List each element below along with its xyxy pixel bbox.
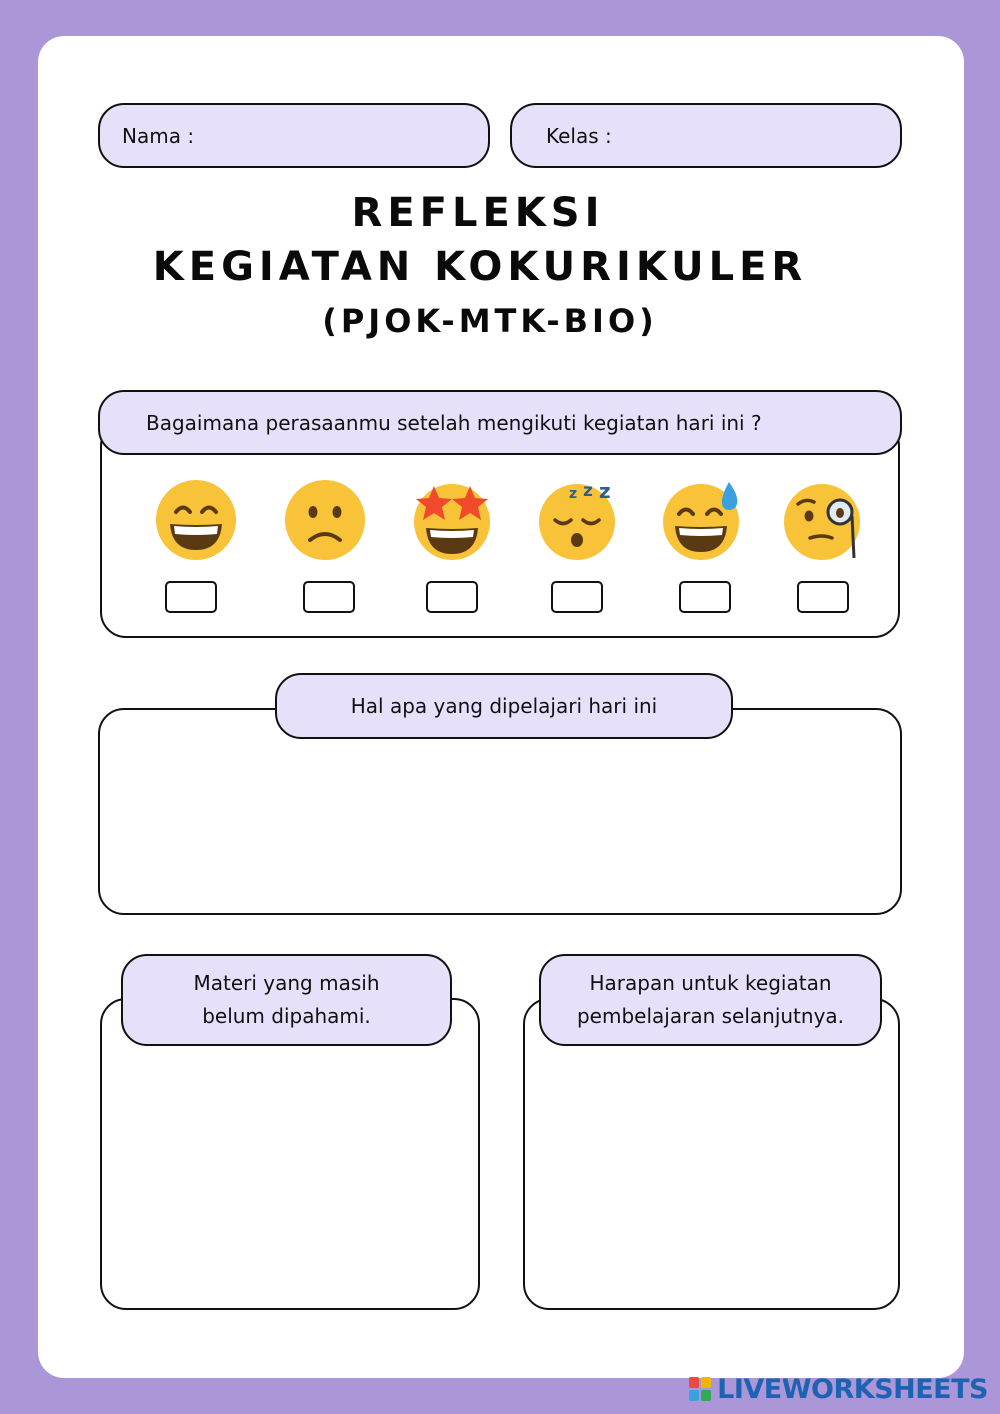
not-understood-label-pill xyxy=(121,954,452,1046)
feeling-checkbox-5[interactable] xyxy=(679,581,731,613)
feeling-checkbox-2[interactable] xyxy=(303,581,355,613)
svg-text:z: z xyxy=(583,481,593,501)
watermark-text: LIVEWORKSHEETS xyxy=(717,1373,988,1405)
liveworksheets-logo-icon xyxy=(689,1377,711,1401)
grinning-sweat-face-icon xyxy=(661,478,745,562)
not-understood-line-1: Materi yang masih xyxy=(193,971,380,995)
feeling-checkbox-6[interactable] xyxy=(797,581,849,613)
monocle-face-icon xyxy=(782,478,866,562)
feeling-question: Bagaimana perasaanmu setelah mengikuti kegiatan hari ini ? xyxy=(146,410,762,435)
frowning-face-icon xyxy=(283,478,367,562)
feeling-checkbox-3[interactable] xyxy=(426,581,478,613)
grinning-face-icon xyxy=(154,478,238,562)
star-struck-face-icon xyxy=(410,478,494,562)
nama-field[interactable] xyxy=(98,103,490,168)
nama-label: Nama : xyxy=(122,123,195,148)
hopes-label-pill xyxy=(539,954,882,1046)
learned-label: Hal apa yang dipelajari hari ini xyxy=(350,694,658,718)
title-line-3: (PJOK-MTK-BIO) xyxy=(322,302,658,340)
svg-text:z: z xyxy=(599,479,611,503)
feeling-question-pill xyxy=(98,390,902,455)
svg-text:z: z xyxy=(569,486,578,502)
kelas-label: Kelas : xyxy=(546,123,612,148)
kelas-field[interactable] xyxy=(510,103,902,168)
feeling-checkbox-1[interactable] xyxy=(165,581,217,613)
hopes-line-2: pembelajaran selanjutnya. xyxy=(576,1004,845,1028)
feeling-checkbox-4[interactable] xyxy=(551,581,603,613)
title-line-2: KEGIATAN KOKURIKULER xyxy=(152,244,808,290)
learned-label-pill xyxy=(275,673,733,739)
sleeping-face-icon xyxy=(535,478,619,562)
not-understood-line-2: belum dipahami. xyxy=(202,1004,371,1028)
liveworksheets-watermark xyxy=(689,1372,988,1406)
learned-answer-box[interactable] xyxy=(98,708,902,915)
title-line-1: REFLEKSI xyxy=(351,190,605,236)
hopes-line-1: Harapan untuk kegiatan xyxy=(589,971,832,995)
